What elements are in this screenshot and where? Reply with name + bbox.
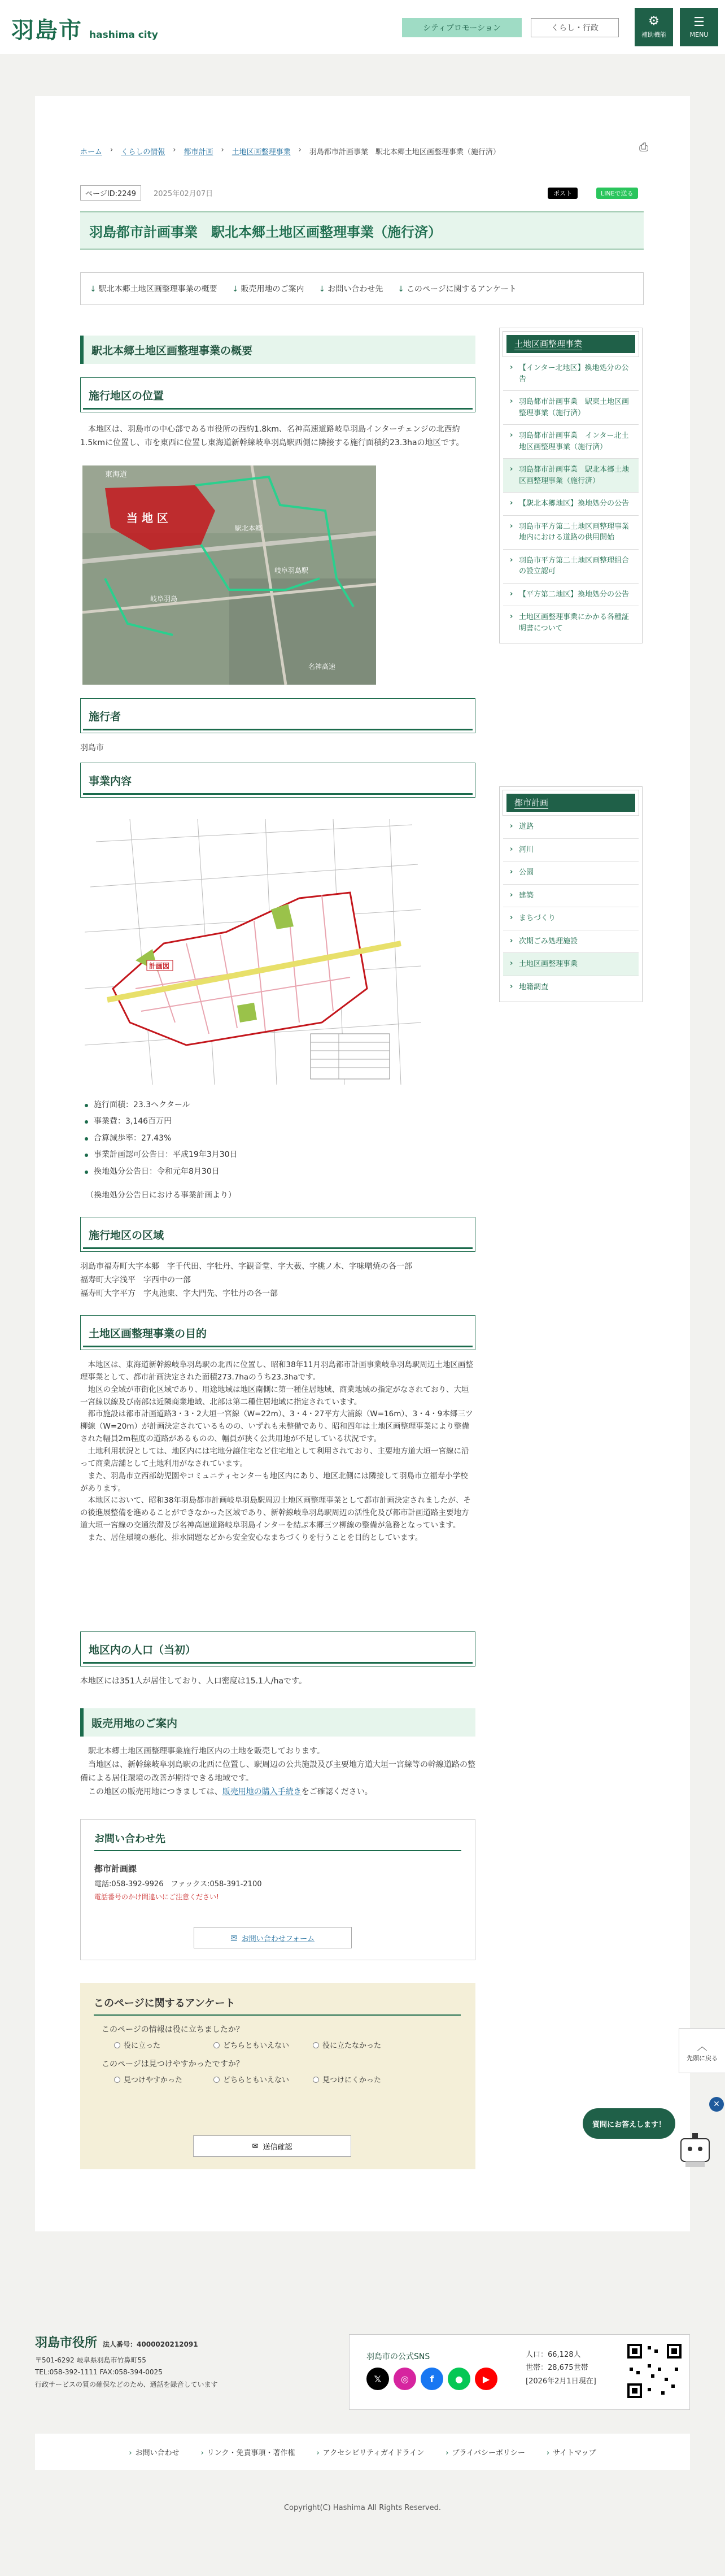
- chevron-right-icon: ›: [298, 146, 302, 154]
- inquiry-box: [80, 1819, 475, 1960]
- photo-label-here: 当 地 区: [126, 511, 168, 525]
- mail-icon: ✉: [252, 2142, 259, 2150]
- purpose-para: 本地区は、東海道新幹線岐阜羽島駅の北西に位置し、昭和38年11月羽島都市計画事業岐阜羽島駅周辺土地区画整理事業として、都市計画決定された面積273.7haのうち23.3haです。: [80, 1360, 473, 1382]
- sale-link-post: をご確認ください。: [301, 1787, 373, 1797]
- close-icon[interactable]: ✕: [709, 2097, 724, 2112]
- footer-tel: TEL:058-392-1111 FAX:058-394-0025: [35, 2368, 163, 2377]
- sidebar-item[interactable]: › 羽島都市計画事業 駅東土地区画整理事業（施行済）: [503, 390, 639, 424]
- sale-heading: 販売用地のご案内: [80, 1708, 475, 1737]
- sidebar-item-current[interactable]: › 羽島都市計画事業 駅北本郷土地区画整理事業（施行済）: [503, 458, 639, 492]
- sidebar-item[interactable]: › 道路: [503, 815, 639, 838]
- sale-para: 駅北本郷土地区画整理事業施行地区内の土地を販売しております。: [88, 1747, 325, 1756]
- anchor-label: このページに関するアンケート: [406, 285, 517, 294]
- accessibility-icon: ⚙: [648, 14, 660, 28]
- purpose-para: 土地利用状況としては、地区内には宅地分譲住宅など住宅地として利用されており、主要地方道大垣一宮線に沿って商業店舗として土地利用がなされています。: [80, 1447, 469, 1468]
- sns-title: 羽島市の公式SNS: [366, 2352, 430, 2361]
- radio-button[interactable]: [213, 2077, 220, 2083]
- sidebar-item[interactable]: › 土地区画整理事業にかかる各種証明書について: [503, 606, 639, 639]
- life-select-label: くらし・行政: [551, 24, 599, 33]
- footer-info: [35, 2332, 218, 2391]
- radio-button[interactable]: [114, 2042, 120, 2048]
- chatbot-icon[interactable]: [675, 2130, 716, 2170]
- anchor-label: 販売用地のご案内: [241, 285, 304, 294]
- sidebar-item[interactable]: › 次期ごみ処理施設: [503, 930, 639, 953]
- chevron-right-icon: ›: [200, 2448, 204, 2457]
- photo-label-c: 岐阜羽島: [150, 595, 178, 603]
- menu-label: MENU: [689, 31, 709, 38]
- chatbot-bubble[interactable]: 質問にお答えします！: [583, 2108, 675, 2139]
- accessibility-button[interactable]: [635, 8, 673, 46]
- radio-button[interactable]: [213, 2042, 220, 2048]
- footer-link[interactable]: [317, 2447, 425, 2457]
- sidebar-city-planning: [499, 786, 643, 1002]
- qr-code: [625, 2342, 684, 2400]
- sidebar-item[interactable]: › 建築: [503, 884, 639, 907]
- breadcrumb-city-planning[interactable]: 都市計画: [184, 148, 213, 156]
- site-logo[interactable]: [11, 12, 158, 45]
- survey-q1: このページの情報は役に立ちましたか？: [102, 2025, 244, 2034]
- stat-population: 人口：66,128人: [526, 2351, 581, 2359]
- radio-button[interactable]: [114, 2077, 120, 2083]
- position-heading: 施行地区の位置: [80, 377, 475, 412]
- share-x-button[interactable]: ポスト: [548, 188, 578, 199]
- photo-label-b: 駅北本郷: [235, 524, 263, 532]
- area-heading: 施行地区の区域: [80, 1217, 475, 1252]
- chevron-right-icon: ›: [110, 146, 113, 154]
- survey-option[interactable]: [313, 2074, 412, 2085]
- page-id: ページID:2249: [80, 185, 141, 201]
- mail-icon: ✉: [230, 1933, 237, 1942]
- survey-submit-button[interactable]: [193, 2135, 351, 2157]
- population-stats: [526, 2348, 596, 2388]
- footer-note: 行政サービスの質の確保などのため、通話を録音しています: [35, 2380, 218, 2388]
- update-date: 2025年02月07日: [154, 190, 213, 198]
- arrow-down-icon: ↓: [90, 285, 97, 294]
- sidebar-item[interactable]: › 【駅北本郷地区】換地処分の公告: [503, 492, 639, 515]
- section-overview-heading: 駅北本郷土地区画整理事業の概要: [80, 336, 475, 364]
- survey-option[interactable]: [313, 2039, 412, 2050]
- x-icon[interactable]: 𝕏: [366, 2368, 389, 2390]
- option-label: どちらともいえない: [223, 2042, 290, 2050]
- survey-option[interactable]: [213, 2074, 313, 2085]
- sidebar-land-readjust: [499, 328, 643, 643]
- menu-button[interactable]: [680, 8, 718, 46]
- option-label: 見つけやすかった: [124, 2076, 183, 2085]
- photo-label-d: 岐阜羽島駅: [274, 567, 309, 575]
- chevron-right-icon: ›: [173, 146, 176, 154]
- population-text: 本地区には351人が居住しており、人口密度は15.1人/haです。: [80, 1677, 307, 1686]
- footer-address: 〒501-6292 岐阜県羽島市竹鼻町55: [35, 2356, 146, 2364]
- inquiry-tel: 電話:058-392-9926 ファックス:058-391-2100: [94, 1880, 262, 1889]
- sale-link-pre: この地区の販売用地につきましては、: [88, 1787, 222, 1797]
- purpose-heading: 土地区画整理事業の目的: [80, 1315, 475, 1350]
- anchor-survey[interactable]: [398, 283, 517, 294]
- sidebar-heading-label: 土地区画整理事業: [514, 339, 583, 349]
- survey-option[interactable]: [114, 2074, 213, 2085]
- area-line: 羽島市福寿町大字本郷 字千代田、字牡丹、字観音堂、字大薮、字桃ノ木、字味噌焼の各一部: [80, 1262, 412, 1271]
- footer-link-label: サイトマップ: [553, 2448, 596, 2457]
- bullet-note: （換地処分公告日における事業計画より）: [86, 1191, 236, 1200]
- survey-q2-options: [114, 2074, 462, 2085]
- accessibility-label: 補助機能: [641, 31, 666, 38]
- inquiry-form-button[interactable]: [194, 1927, 352, 1948]
- map-label: 計画図: [149, 962, 170, 970]
- footer-link-label: アクセシビリティガイドライン: [322, 2448, 425, 2457]
- anchor-overview[interactable]: [90, 283, 217, 294]
- sidebar-item[interactable]: › 【インター北地区】換地処分の公告: [503, 356, 639, 390]
- sidebar-item[interactable]: › 羽島市平方第二土地区画整理組合の設立認可: [503, 549, 639, 583]
- life-select-button[interactable]: [531, 18, 619, 37]
- chevron-right-icon: ›: [546, 2448, 550, 2457]
- site-header: [0, 0, 725, 54]
- sidebar-heading: [503, 332, 639, 356]
- share-line-button[interactable]: LINEで送る: [596, 188, 638, 199]
- back-to-top-label: 先頭に戻る: [687, 2055, 718, 2062]
- sidebar-item[interactable]: › 地籍調査: [503, 976, 639, 999]
- chevron-up-icon: ︿: [697, 2041, 707, 2053]
- aerial-photo: [82, 465, 376, 685]
- sidebar-item[interactable]: › 羽島都市計画事業 インター北土地区画整理事業（施行済）: [503, 424, 639, 458]
- footer-city-name: 羽島市役所: [35, 2335, 98, 2350]
- area-line: 福寿町大字平方 字丸池東、字大門先、字牡丹の各一部: [80, 1289, 278, 1299]
- purpose-text: [80, 1359, 475, 1544]
- executor-text: 羽島市: [80, 743, 104, 752]
- print-icon[interactable]: ⎙: [639, 140, 648, 154]
- purpose-para: 本地区において、昭和38年羽島都市計画岐阜羽島駅周辺土地区画整理事業として都市計画決定されましたが、その後進展整備を進めることができなかった区域であり、新幹線岐阜羽島駅周辺の活性化及び都市計画道路主要地方道大垣一宮線の交通渋滞及び名神高速道路岐阜羽島インターを結ぶ本郷三ツ柳線の整備が急務となっています。: [80, 1496, 471, 1530]
- footer-link[interactable]: [446, 2447, 525, 2457]
- footer-sns-box: [349, 2334, 690, 2410]
- footer-links: [35, 2434, 690, 2470]
- bullet-item: 施行面積：23.3ヘクタール: [94, 1097, 238, 1113]
- executor-heading: 施行者: [80, 698, 475, 733]
- photo-label-e: 名神高速: [308, 663, 336, 671]
- footer-link-label: お問い合わせ: [135, 2448, 180, 2457]
- chevron-right-icon: ›: [129, 2448, 132, 2457]
- logo-en: hashima city: [89, 29, 158, 41]
- chevron-right-icon: ›: [221, 146, 224, 154]
- sidebar-item[interactable]: › まちづくり: [503, 907, 639, 930]
- sale-para-link: [80, 1785, 475, 1799]
- footer-corp-number: 法人番号：4000020212091: [103, 2340, 198, 2348]
- footer-link[interactable]: [547, 2447, 596, 2457]
- purpose-para: また、居住環境の悪化、排水問題などから安全安心なまちづくりを行うことを目的としています。: [88, 1533, 423, 1543]
- option-label: 見つけにくかった: [322, 2076, 382, 2085]
- project-bullets: [94, 1097, 238, 1180]
- sidebar-item[interactable]: › 【平方第二地区】換地処分の公告: [503, 583, 639, 606]
- sidebar-item[interactable]: › 河川: [503, 838, 639, 861]
- survey-box: [80, 1983, 475, 2169]
- page-anchor-nav: [80, 272, 644, 305]
- footer-link-label: プライバシーポリシー: [452, 2448, 525, 2457]
- sidebar-item-current[interactable]: › 土地区画整理事業: [503, 952, 639, 976]
- copyright: Copyright(C) Hashima All Rights Reserved.: [283, 2504, 442, 2512]
- breadcrumb-life[interactable]: くらしの情報: [121, 148, 165, 156]
- breadcrumb-land-readjust[interactable]: 土地区画整理事業: [232, 148, 291, 156]
- sidebar-item[interactable]: › 公園: [503, 861, 639, 884]
- page-title: 羽島都市計画事業 駅北本郷土地区画整理事業（施行済）: [80, 211, 644, 250]
- radio-button[interactable]: [313, 2042, 319, 2048]
- survey-q2: このページは見つけやすかったですか？: [102, 2060, 244, 2069]
- arrow-down-icon: ↓: [398, 285, 404, 294]
- bullet-item: 合算減歩率：27.43%: [94, 1130, 238, 1147]
- photo-label-a: 東海道: [105, 471, 128, 479]
- logo-ja: 羽島市: [11, 17, 82, 43]
- sidebar-item[interactable]: › 羽島市平方第二土地区画整理事業地内における道路の供用開始: [503, 515, 639, 549]
- radio-button[interactable]: [313, 2077, 319, 2083]
- back-to-top-button[interactable]: [679, 2028, 725, 2073]
- sale-para: 当地区は、新幹線岐阜羽島駅の北西に位置し、駅周辺の公共施設及び主要地方道大垣一宮線等の幹線道路の整備による居住環境の改善が期待できる地域です。: [80, 1760, 475, 1783]
- survey-q1-options: [114, 2039, 462, 2050]
- sale-text: [80, 1744, 475, 1799]
- main-content: [35, 96, 690, 2231]
- survey-option[interactable]: [213, 2039, 313, 2050]
- breadcrumb-home[interactable]: ホーム: [80, 148, 103, 156]
- youtube-icon[interactable]: ▶: [475, 2368, 497, 2390]
- chevron-right-icon: ›: [446, 2448, 449, 2457]
- footer-link-label: リンク・免責事項・著作権: [207, 2448, 295, 2457]
- area-text: [80, 1260, 475, 1300]
- inquiry-dept: 都市計画課: [94, 1864, 137, 1874]
- city-promotion-button[interactable]: シティプロモーション: [402, 18, 522, 37]
- sidebar-heading-label: 都市計画: [514, 798, 549, 808]
- survey-option[interactable]: [114, 2039, 213, 2050]
- purpose-para: 地区の全域が市街化区域であり、用途地域は地区南側に第一種住居地域、商業地域の指定がなされており、大垣一宮線以線及び南部は近隣商業地域、北部は第二種住居地域に指定されています。: [80, 1385, 469, 1407]
- footer-link[interactable]: [129, 2447, 179, 2457]
- inquiry-title: お問い合わせ先: [94, 1831, 461, 1851]
- anchor-sale[interactable]: [232, 283, 304, 294]
- site-footer: [0, 2271, 725, 2576]
- breadcrumb: [80, 146, 500, 156]
- arrow-down-icon: ↓: [318, 285, 326, 294]
- purpose-para: また、羽島市立西部幼児園やコミュニティセンターも地区内にあり、地区北側には隣接して羽島市立福寿小学校があります。: [80, 1471, 468, 1493]
- option-label: 役に立った: [124, 2042, 161, 2050]
- survey-submit-label: 送信確認: [263, 2142, 292, 2151]
- arrow-down-icon: ↓: [232, 285, 239, 294]
- content-heading: 事業内容: [80, 763, 475, 798]
- anchor-label: 駅北本郷土地区画整理事業の概要: [98, 285, 217, 294]
- anchor-inquiry[interactable]: [318, 283, 383, 294]
- breadcrumb-current: 羽島都市計画事業 駅北本郷土地区画整理事業（施行済）: [309, 148, 500, 156]
- hamburger-icon: ☰: [693, 15, 705, 29]
- stat-date: [2026年2月1日現在]: [526, 2377, 596, 2386]
- stat-households: 世帯：28,675世帯: [526, 2364, 588, 2373]
- plan-map: [85, 819, 421, 1085]
- inquiry-form-label: お問い合わせフォーム: [241, 1934, 315, 1943]
- bullet-item: 事業計画認可公告日：平成19年3月30日: [94, 1147, 238, 1163]
- area-line: 福寿町大字浅平 字西中の一部: [80, 1276, 191, 1285]
- instagram-icon[interactable]: ◎: [394, 2368, 416, 2390]
- chevron-right-icon: ›: [316, 2448, 320, 2457]
- population-heading: 地区内の人口（当初）: [80, 1631, 475, 1666]
- bullet-item: 事業費：3,146百万円: [94, 1113, 238, 1130]
- survey-title: このページに関するアンケート: [94, 1995, 461, 2016]
- position-text: 本地区は、羽島市の中心部である市役所の西約1.8km、名神高速道路岐阜羽島インターチェンジの北西約1.5kmに位置し、市を東西に位置し東海道新幹線岐阜羽島駅西側に隣接する施行面積約23.3haの地区です。: [80, 425, 464, 448]
- inquiry-warning: 電話番号のかけ間違いにご注意ください!: [94, 1893, 219, 1901]
- line-icon[interactable]: ●: [448, 2368, 470, 2390]
- bullet-item: 換地処分公告日：令和元年8月30日: [94, 1164, 238, 1180]
- sidebar-heading: [503, 790, 639, 815]
- facebook-icon[interactable]: f: [421, 2368, 443, 2390]
- sale-procedure-link[interactable]: 販売用地の購入手続き: [222, 1787, 302, 1797]
- footer-link[interactable]: [201, 2447, 295, 2457]
- option-label: どちらともいえない: [223, 2076, 290, 2085]
- option-label: 役に立たなかった: [322, 2042, 382, 2050]
- anchor-label: お問い合わせ先: [327, 285, 383, 294]
- purpose-para: 都市施設は都市計画道路3・3・2大垣一宮線（W=22m）、3・4・27平方大浦線（W=16m）、3・4・9本郷三ツ柳線（W=20m）が計画決定されているものの、いずれも未整備であり、昭和四年は土地区画整理事業により整備された幅員2m程度の道路があるものの、幅員が狭く公共用地が不足している状況です。: [80, 1409, 473, 1444]
